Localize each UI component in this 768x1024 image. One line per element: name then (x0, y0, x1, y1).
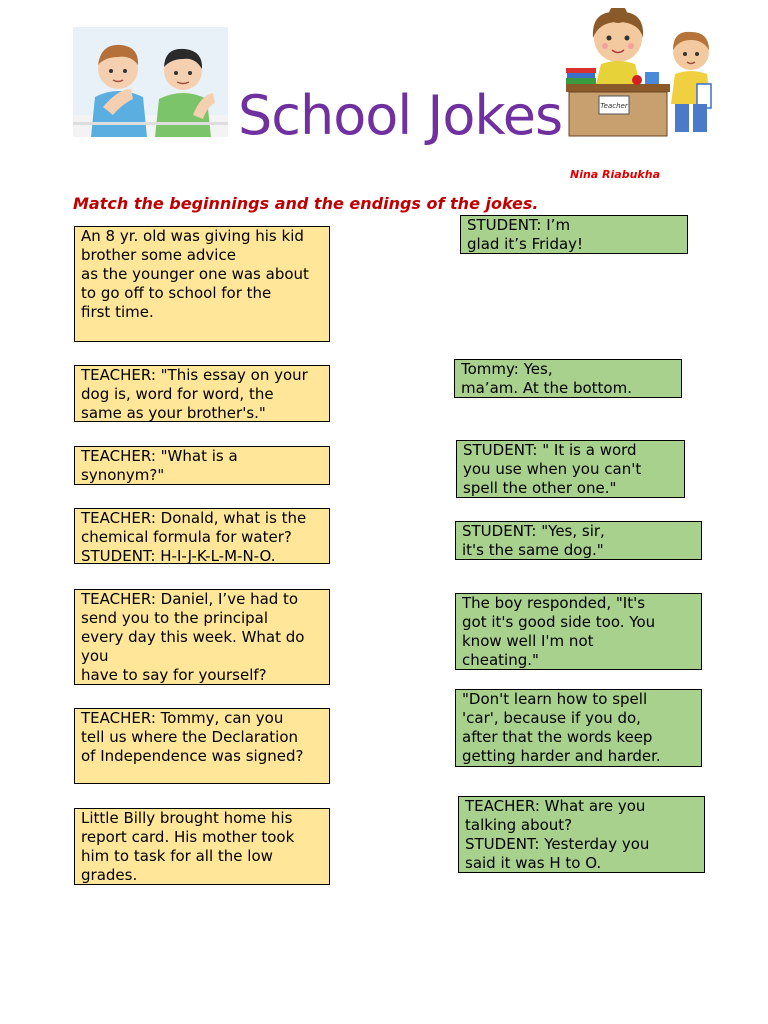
joke-beginning: TEACHER: "This essay on your dog is, word for word, the same as your brother's." (74, 365, 330, 422)
joke-ending: Tommy: Yes, ma’am. At the bottom. (454, 359, 682, 398)
author-name: Nina Riabukha (570, 168, 660, 181)
teacher-illustration (563, 8, 718, 138)
joke-ending: STUDENT: " It is a word you use when you can't spell the other one." (456, 440, 685, 498)
joke-beginning: Little Billy brought home his report card. His mother took him to task for all the low grades. (74, 808, 330, 885)
joke-ending: TEACHER: What are you talking about? STUDENT: Yesterday you said it was H to O. (458, 796, 705, 873)
joke-beginning: TEACHER: Tommy, can you tell us where the Declaration of Independence was signed? (74, 708, 330, 784)
joke-beginning: TEACHER: Daniel, I’ve had to send you to the principal every day this week. What do you have to say for yourself? (74, 589, 330, 685)
joke-beginning: TEACHER: "What is a synonym?" (74, 446, 330, 485)
joke-ending: The boy responded, "It's got it's good side too. You know well I'm not cheating." (455, 593, 702, 670)
boys-illustration (73, 27, 228, 137)
joke-ending: STUDENT: "Yes, sir, it's the same dog." (455, 521, 702, 560)
joke-ending: STUDENT: I’m glad it’s Friday! (460, 215, 688, 254)
joke-ending: "Don't learn how to spell 'car', because if you do, after that the words keep getting harder and harder. (455, 689, 702, 767)
desk-sign-text: Teacher (600, 102, 628, 110)
instruction-text: Match the beginnings and the endings of the jokes. (73, 194, 539, 213)
joke-beginning: TEACHER: Donald, what is the chemical formula for water? STUDENT: H-I-J-K-L-M-N-O. (74, 508, 330, 564)
page-title: School Jokes (238, 84, 563, 147)
joke-beginning: An 8 yr. old was giving his kid brother some advice as the younger one was about to go off to school for the first time. (74, 226, 330, 342)
